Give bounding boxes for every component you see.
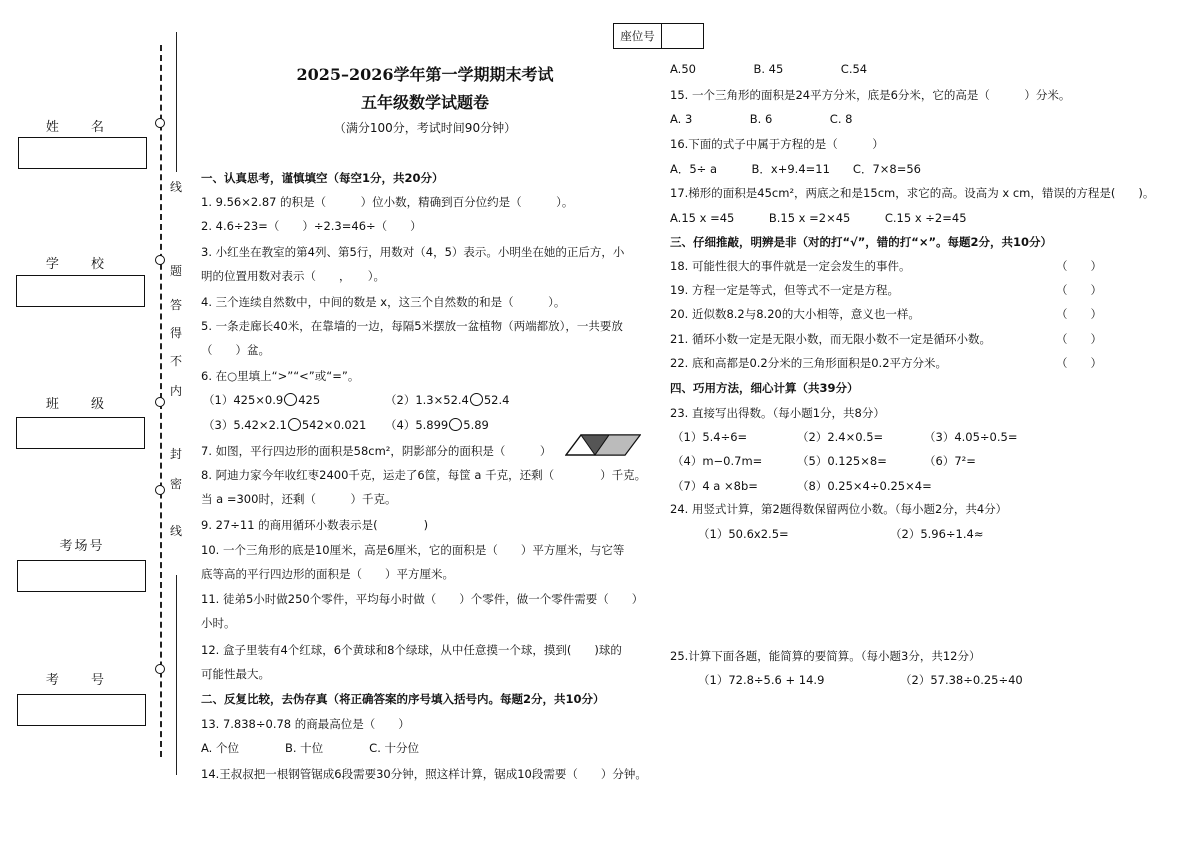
seal-char: 内: [170, 384, 183, 398]
seal-char: 线: [170, 180, 183, 194]
question-line: 23. 直接写出得数。（每小题1分，共8分）: [670, 406, 885, 420]
compare-circle[interactable]: [470, 393, 483, 406]
seal-char: 不: [170, 354, 183, 368]
question-line: 11. 徒弟5小时做250个零件，平均每小时做（ ）个零件，做一个零件需要（ ）: [201, 592, 644, 606]
q23-item: （1）5.4÷6=: [672, 430, 748, 444]
seal-char: 题: [170, 264, 183, 278]
class-label: 班 级: [45, 397, 119, 412]
cut-circle: [155, 485, 165, 495]
q25-a: （1）72.8÷5.6 + 14.9: [698, 673, 825, 687]
q23-item: （4）m−0.7m=: [672, 454, 763, 468]
q23-item: （6）7²=: [924, 454, 976, 468]
seat-number-field[interactable]: [662, 24, 703, 48]
question-line: 15. 一个三角形的面积是24平方分米，底是6分米，它的高是（ ）分米。: [670, 88, 1071, 102]
name-field[interactable]: [18, 137, 147, 169]
question-line: 小时。: [201, 616, 236, 630]
seal-line: [176, 32, 177, 172]
question-line: 3. 小红坐在教室的第4列、第5行，用数对（4，5）表示。小明坐在她的正后方，小: [201, 245, 625, 259]
question-line: 14.王叔叔把一根钢管锯成6段需要30分钟，照这样计算，锯成10段需要（ ）分钟。: [201, 767, 647, 781]
compare-circle[interactable]: [288, 418, 301, 431]
q23-item: （7）4 a ×8b=: [672, 479, 758, 493]
seal-char: 封: [170, 447, 183, 461]
question-line: （ ）盆。: [201, 343, 270, 357]
judge-bracket[interactable]: （ ）: [1056, 283, 1102, 297]
question-line: 10. 一个三角形的底是10厘米，高是6厘米，它的面积是（ ）平方厘米，与它等: [201, 543, 625, 557]
judge-bracket[interactable]: （ ）: [1056, 307, 1102, 321]
question-line: 当 a =300时，还剩（ ）千克。: [201, 492, 397, 506]
seal-char: 线: [170, 524, 183, 538]
q25-b: （2）57.38÷0.25÷40: [900, 673, 1023, 687]
cut-circle: [155, 118, 165, 128]
cut-circle: [155, 664, 165, 674]
seal-line: [176, 575, 177, 775]
question-line: 明的位置用数对表示（ ， ）。: [201, 269, 385, 283]
class-field[interactable]: [16, 417, 145, 449]
question-line: A. 个位 B. 十位 C. 十分位: [201, 741, 420, 755]
parallelogram-figure: [565, 434, 641, 456]
q24-b: （2）5.96÷1.4≈: [890, 527, 984, 541]
exam-room-field[interactable]: [17, 560, 146, 592]
q6-row-1: （1）425×0.9 425: [203, 393, 321, 407]
school-field[interactable]: [16, 275, 145, 307]
section-heading: 一、认真思考，谨慎填空（每空1分，共20分）: [201, 171, 444, 185]
question-line: 6. 在○里填上“>”“<”或“=”。: [201, 369, 360, 383]
q23-item: （5）0.125×8=: [797, 454, 887, 468]
school-label: 学 校: [45, 257, 119, 272]
q23-item: （8）0.25×4÷0.25×4=: [797, 479, 932, 493]
question-line: 20. 近似数8.2与8.20的大小相等，意义也一样。: [670, 307, 920, 321]
exam-room-label: 考场号: [59, 539, 105, 554]
compare-circle[interactable]: [284, 393, 297, 406]
question-line: A.15 x =45 B.15 x =2×45 C.15 x ÷2=45: [670, 211, 967, 225]
exam-number-label: 考 号: [45, 673, 119, 688]
name-label: 姓 名: [45, 120, 119, 135]
exam-title: 2025–2026学年第一学期期末考试: [296, 65, 554, 84]
q6-row-2: （3）5.42×2.1 542×0.021: [203, 418, 367, 432]
question-line: 2. 4.6÷23=（ ）÷2.3=46÷（ ）: [201, 219, 422, 233]
question-line: 5. 一条走廊长40米，在靠墙的一边，每隔5米摆放一盆植物（两端都放），一共要放: [201, 319, 623, 333]
question-line: A．5÷ a B．x+9.4=11 C．7×8=56: [670, 162, 921, 176]
q6-row-2b: （4）5.899 5.89: [385, 418, 489, 432]
cut-circle: [155, 397, 165, 407]
question-line: A.50 B. 45 C.54: [670, 62, 868, 76]
q23-item: （2）2.4×0.5=: [797, 430, 884, 444]
question-line: 22. 底和高都是0.2分米的三角形面积是0.2平方分米。: [670, 356, 948, 370]
question-line: 13. 7.838÷0.78 的商最高位是（ ）: [201, 717, 410, 731]
question-line: 19. 方程一定是等式，但等式不一定是方程。: [670, 283, 899, 297]
seal-char: 得: [170, 326, 183, 340]
seat-number-box: [613, 23, 704, 49]
exam-note: （满分100分，考试时间90分钟）: [333, 121, 517, 135]
question-line: 16.下面的式子中属于方程的是（ ）: [670, 137, 884, 151]
q6-row-1b: （2）1.3×52.4 52.4: [385, 393, 510, 407]
seal-char: 答: [170, 298, 183, 312]
section-heading: 二、反复比较，去伪存真（将正确答案的序号填入括号内。每题2分，共10分）: [201, 692, 605, 706]
question-line: 4. 三个连续自然数中，中间的数是 x，这三个自然数的和是（ ）。: [201, 295, 566, 309]
q24-title: 24. 用竖式计算，第2题得数保留两位小数。（每小题2分，共4分）: [670, 502, 1008, 516]
exam-number-field[interactable]: [17, 694, 146, 726]
question-line: 7. 如图，平行四边形的面积是58cm²，阴影部分的面积是（ ）: [201, 444, 552, 458]
q24-a: （1）50.6x2.5=: [698, 527, 789, 541]
question-line: 8. 阿迪力家今年收红枣2400千克，运走了6筐，每筐 a 千克，还剩（ ）千克。: [201, 468, 647, 482]
q23-item: （3）4.05÷0.5=: [924, 430, 1018, 444]
question-line: 17.梯形的面积是45cm²，两底之和是15cm，求它的高。设高为 x cm，错误的方程是( )。: [670, 186, 1155, 200]
question-line: 1. 9.56×2.87 的积是（ ）位小数，精确到百分位约是（ ）。: [201, 195, 574, 209]
cut-circle: [155, 255, 165, 265]
judge-bracket[interactable]: （ ）: [1056, 356, 1102, 370]
question-line: 18. 可能性很大的事件就是一定会发生的事件。: [670, 259, 911, 273]
question-line: A. 3 B. 6 C. 8: [670, 112, 853, 126]
seat-number-label: 座位号: [614, 24, 662, 48]
question-line: 12. 盒子里装有4个红球，6个黄球和8个绿球，从中任意摸一个球，摸到( )球的: [201, 643, 622, 657]
question-line: 9. 27÷11 的商用循环小数表示是( ): [201, 518, 429, 532]
seal-char: 密: [170, 477, 183, 491]
question-line: 可能性最大。: [201, 667, 270, 681]
q25-title: 25.计算下面各题，能简算的要简算。（每小题3分，共12分）: [670, 649, 981, 663]
section-heading: 三、仔细推敲，明辨是非（对的打“√”，错的打“×”。每题2分，共10分）: [670, 235, 1053, 249]
question-line: 21. 循环小数一定是无限小数，而无限小数不一定是循环小数。: [670, 332, 991, 346]
question-line: 底等高的平行四边形的面积是（ ）平方厘米。: [201, 567, 454, 581]
section-heading: 四、巧用方法，细心计算（共39分）: [670, 381, 859, 395]
judge-bracket[interactable]: （ ）: [1056, 259, 1102, 273]
judge-bracket[interactable]: （ ）: [1056, 332, 1102, 346]
exam-subtitle: 五年级数学试题卷: [360, 93, 489, 112]
compare-circle[interactable]: [449, 418, 462, 431]
